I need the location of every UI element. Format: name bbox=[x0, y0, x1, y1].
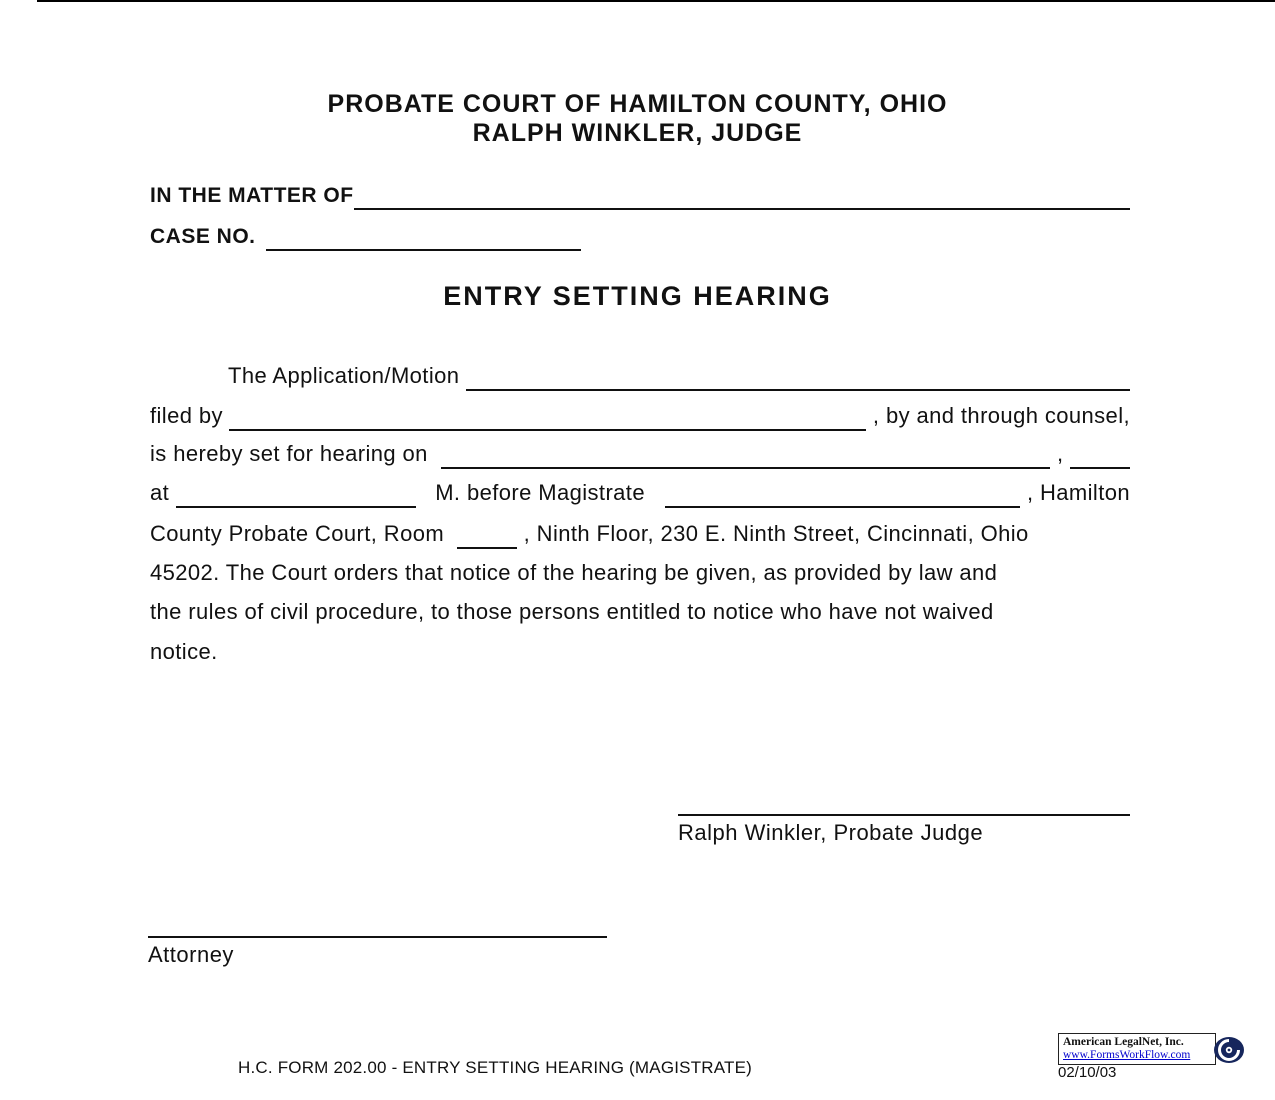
case-no-label: CASE NO. bbox=[150, 225, 256, 248]
at-label: at bbox=[150, 480, 176, 505]
magistrate-name-blank-line bbox=[665, 480, 1021, 508]
attorney-signature-label: Attorney bbox=[148, 942, 234, 967]
counsel-text: , by and through counsel, bbox=[866, 403, 1130, 428]
notice-order-text-2: the rules of civil procedure, to those persons entitled to notice who have not waived bbox=[150, 599, 994, 624]
court-address-text: , Ninth Floor, 230 E. Ninth Street, Cincinnati, Ohio bbox=[517, 521, 1029, 546]
body-line-1 bbox=[150, 363, 1130, 391]
before-magistrate-label: M. before Magistrate bbox=[415, 480, 665, 505]
attorney-signature-line bbox=[148, 928, 607, 938]
matter-blank-line bbox=[354, 184, 1130, 210]
application-motion-label: The Application/Motion bbox=[228, 363, 466, 388]
probate-court-room-label: County Probate Court, Room bbox=[150, 521, 458, 546]
judge-signature-label: Ralph Winkler, Probate Judge bbox=[678, 820, 984, 845]
notice-order-text-1: 45202. The Court orders that notice of the hearing be given, as provided by law and bbox=[150, 560, 998, 585]
vendor-stamp bbox=[1058, 1033, 1216, 1065]
american-legalnet-logo-icon bbox=[1213, 1036, 1245, 1064]
body-line-7 bbox=[150, 599, 1130, 625]
time-blank-line bbox=[176, 480, 416, 508]
in-the-matter-of-label: IN THE MATTER OF bbox=[150, 184, 354, 207]
body-line-8 bbox=[150, 639, 1130, 665]
revision-date: 02/10/03 bbox=[1058, 1064, 1117, 1081]
filed-by-label: filed by bbox=[150, 403, 230, 428]
room-number-blank-line bbox=[457, 521, 517, 549]
form-number-footer: H.C. FORM 202.00 - ENTRY SETTING HEARING (MAGISTRATE) bbox=[237, 1058, 753, 1077]
attorney-signature-block bbox=[148, 928, 607, 968]
notice-order-text-3: notice. bbox=[150, 639, 218, 664]
application-motion-blank-line bbox=[466, 363, 1130, 391]
document-title: ENTRY SETTING HEARING bbox=[443, 281, 832, 311]
hearing-date-blank-line bbox=[441, 441, 1051, 469]
body-line-4 bbox=[150, 480, 1130, 508]
vendor-name: American LegalNet, Inc. bbox=[1063, 1036, 1184, 1048]
case-no-blank-line bbox=[266, 225, 581, 251]
in-the-matter-of-line bbox=[150, 184, 1130, 210]
judge-name-header: RALPH WINKLER, JUDGE bbox=[472, 119, 803, 147]
page-top-edge bbox=[37, 0, 1275, 2]
formsworkflow-link[interactable]: www.FormsWorkFlow.com bbox=[1063, 1049, 1191, 1061]
hamilton-text: , Hamilton bbox=[1020, 480, 1130, 505]
judge-signature-line bbox=[678, 806, 1130, 816]
body-line-5 bbox=[150, 521, 1130, 549]
body-line-6 bbox=[150, 560, 1130, 586]
hearing-comma: , bbox=[1050, 441, 1070, 466]
judge-signature-block bbox=[678, 806, 1130, 846]
filed-by-blank-line bbox=[229, 403, 866, 431]
body-line-2 bbox=[150, 403, 1130, 431]
court-header bbox=[0, 90, 1275, 148]
hearing-on-label: is hereby set for hearing on bbox=[150, 441, 441, 466]
body-line-3 bbox=[150, 441, 1130, 469]
case-no-line bbox=[150, 225, 1130, 251]
hearing-time-blank-line bbox=[1070, 441, 1130, 469]
court-name: PROBATE COURT OF HAMILTON COUNTY, OHIO bbox=[327, 90, 948, 118]
